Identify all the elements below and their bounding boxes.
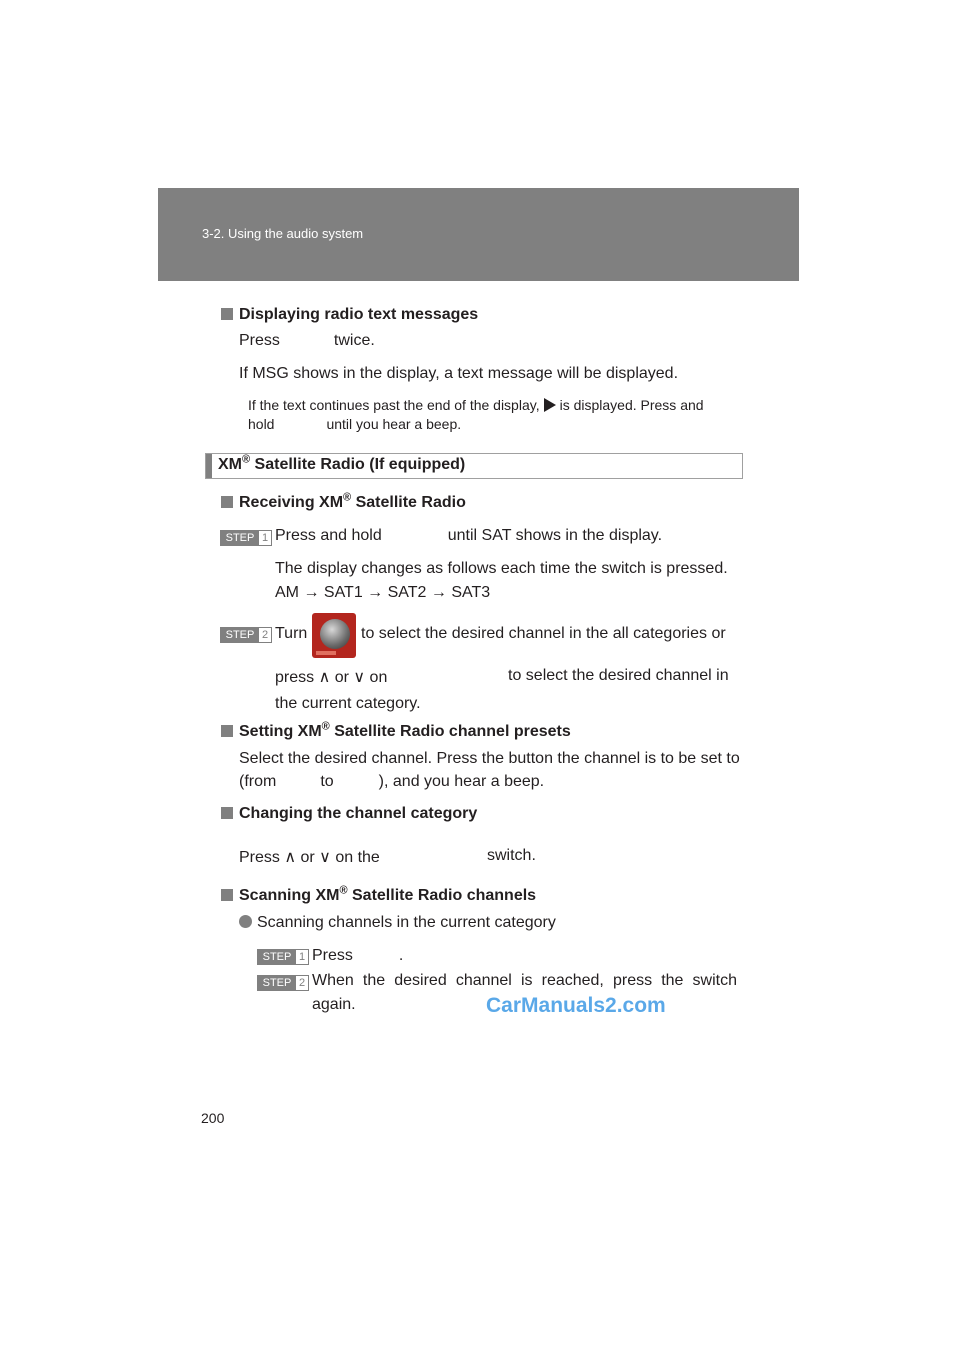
tune-select-knob-icon (312, 613, 356, 658)
knob-label-strip (316, 651, 336, 655)
square-bullet-icon (221, 807, 233, 819)
chapter-header (158, 188, 799, 281)
scan-step-2-text-a: When the desired channel is reached, press the switch (312, 972, 737, 989)
scan-step-1-badge: STEP 1 (257, 949, 309, 965)
square-bullet-icon (221, 308, 233, 320)
step-1-text: Press and hold until SAT shows in the display. (275, 527, 663, 544)
scan-step-2-badge: STEP 2 (257, 975, 309, 991)
step-2-badge: STEP 2 (220, 627, 272, 643)
step-2-turn: Turn (275, 625, 308, 642)
page-number: 200 (201, 1110, 225, 1126)
play-arrow-icon (544, 398, 556, 412)
receiving-heading: Receiving XM® Satellite Radio (221, 494, 466, 512)
radio-text-heading: Displaying radio text messages (221, 306, 478, 324)
section-title-bar (206, 454, 212, 478)
note-line-1: If the text continues past the end of the display, is displayed. Press and (248, 397, 704, 413)
step-2-text-a: to select the desired channel in the all categories or (361, 625, 726, 642)
scanning-heading: Scanning XM® Satellite Radio channels (221, 887, 536, 905)
step-2-text-c: the current category. (275, 695, 421, 712)
scanning-subheading: Scanning channels in the current category (239, 914, 556, 932)
square-bullet-icon (221, 889, 233, 901)
category-heading: Changing the channel category (221, 805, 477, 823)
scan-step-1-text: Press . (312, 947, 404, 964)
press-twice-line: Press twice. (239, 332, 375, 349)
step-2-text-b: to select the desired channel in (508, 667, 729, 684)
watermark: CarManuals2.com (486, 994, 666, 1017)
presets-line-2: (from to ), and you hear a beep. (239, 773, 545, 790)
circle-bullet-icon (239, 915, 252, 928)
presets-heading: Setting XM® Satellite Radio channel presets (221, 723, 571, 741)
step-1-badge: STEP 1 (220, 530, 272, 546)
note-line-2: hold until you hear a beep. (248, 416, 462, 432)
square-bullet-icon (221, 725, 233, 737)
display-changes-text: The display changes as follows each time the switch is pressed. (275, 560, 728, 577)
msg-line: If MSG shows in the display, a text message will be displayed. (239, 365, 679, 382)
breadcrumb: 3-2. Using the audio system (202, 226, 364, 241)
section-title-box (205, 453, 743, 479)
band-sequence: AM → SAT1 → SAT2 → SAT3 (275, 584, 491, 601)
square-bullet-icon (221, 496, 233, 508)
step-2-press: press ∧ or ∨ on (275, 669, 388, 686)
presets-line-1: Select the desired channel. Press the button the channel is to be set to (239, 750, 740, 767)
scan-step-2-text-b: again. (312, 996, 356, 1013)
category-press: Press ∧ or ∨ on the (239, 849, 380, 866)
category-switch: switch. (487, 847, 536, 864)
knob-disc (320, 619, 350, 649)
section-title: XM® Satellite Radio (If equipped) (218, 453, 466, 473)
